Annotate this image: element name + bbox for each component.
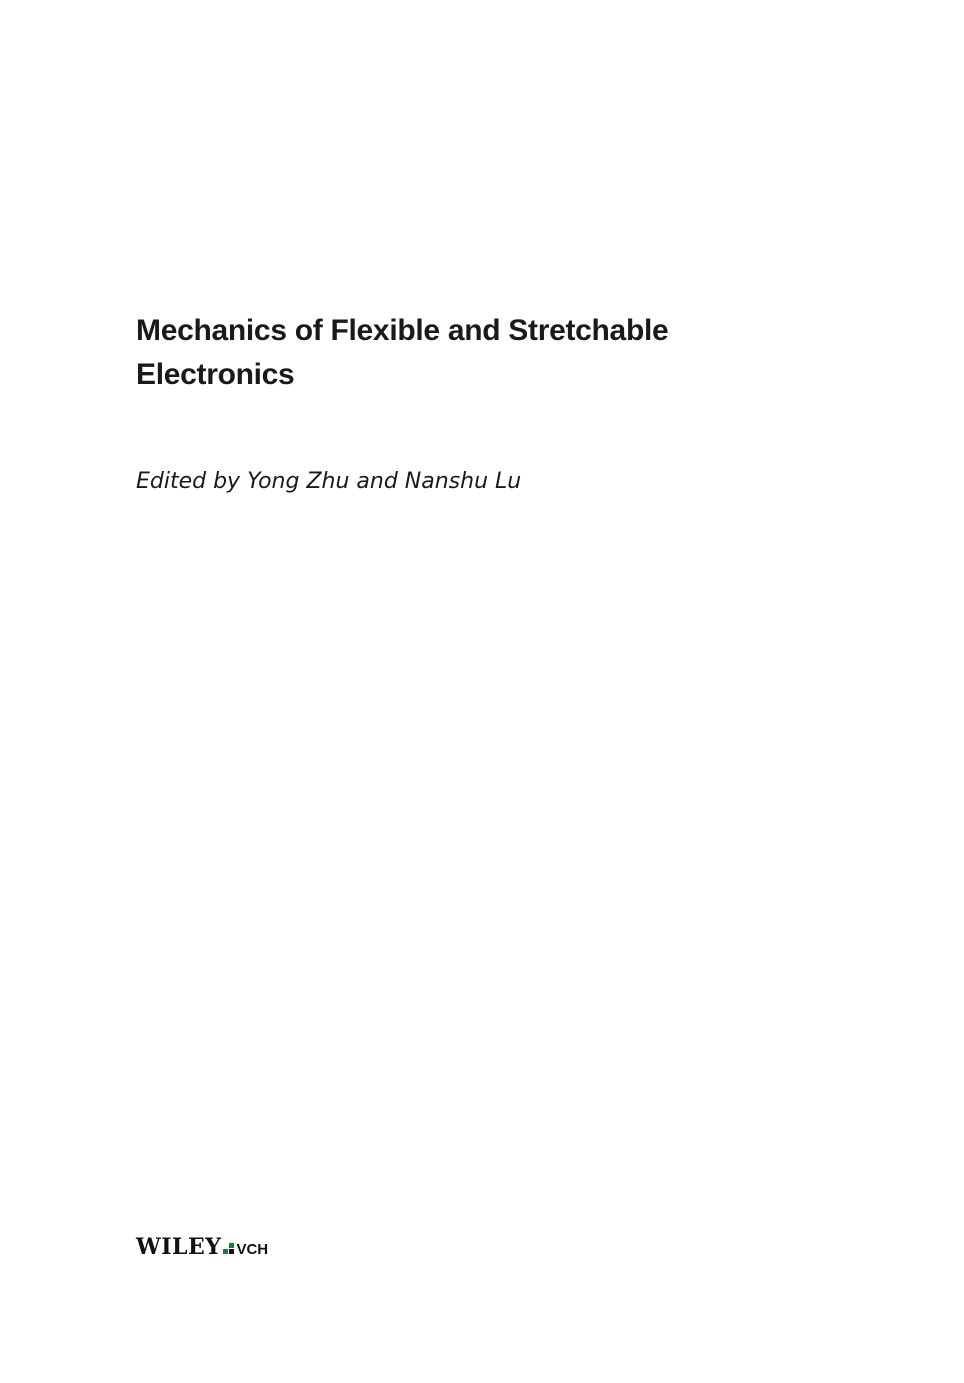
book-title-line-1: Mechanics of Flexible and Stretchable [136,314,669,347]
editors-line: Edited by Yong Zhu and Nanshu Lu [136,469,522,494]
book-title [136,309,776,397]
book-title-line-2: Electronics [136,358,295,391]
publisher-name: WILEY [136,1234,222,1260]
wiley-squares-icon [223,1242,235,1254]
publisher-imprint: VCH [236,1241,269,1258]
title-block [136,309,776,397]
publisher-logo [136,1234,268,1264]
